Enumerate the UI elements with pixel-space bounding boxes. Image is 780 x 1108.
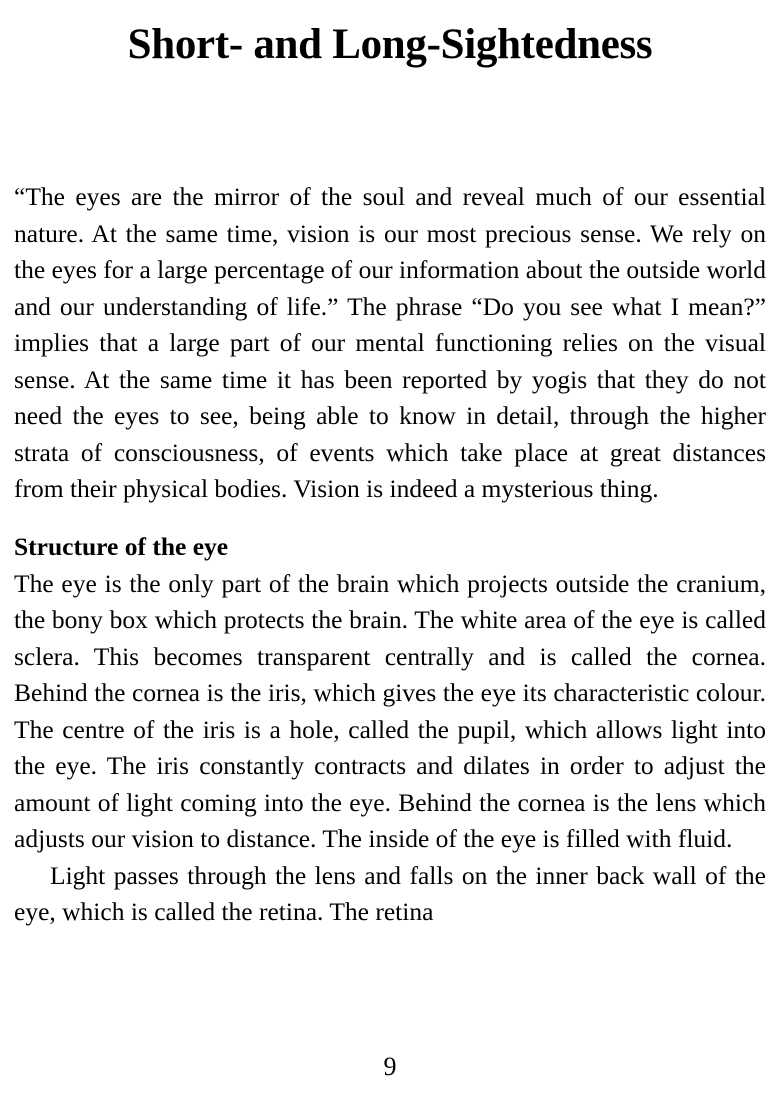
paragraph-structure-2: Light passes through the lens and falls on the inner back wall of the eye, which is called the retina. The retina (14, 860, 766, 927)
paragraph-intro: “The eyes are the mirror of the soul and reveal much of our essential nature. At the same time, vision is our most precious sense. We rely on the eyes for a large percentage of our information about the outside world and our understanding of life.” The phrase “Do you see what I mean?” implies that a large part of our mental functioning relies on the visual sense. At the same time it has been reported by yogis that they do not need the eyes to see, being able to know in detail, through the higher strata of consciousness, of events which take place at great distances from their physical bodies. Vision is indeed a mysterious thing. (14, 182, 766, 504)
paragraph-structure-1: The eye is the only part of the brain which projects outside the cranium, the bony box which protects the brain. The white area of the eye is called sclera. This becomes transparent centrally and is called the cornea. Behind the cornea is the iris, which gives the eye its characteristic colour. The centre of the iris is a hole, called the pupil, which allows light into the eye. The iris constantly contracts and dilates in order to adjust the amount of light coming into the eye. Behind the cornea is the lens which adjusts our vision to distance. The inside of the eye is filled with fluid. (14, 568, 766, 854)
section-heading-structure-of-the-eye: Structure of the eye (14, 531, 229, 561)
page-title: Short- and Long-Sightedness (127, 21, 653, 68)
page-body (14, 179, 766, 931)
page-number: 9 (383, 1052, 397, 1081)
